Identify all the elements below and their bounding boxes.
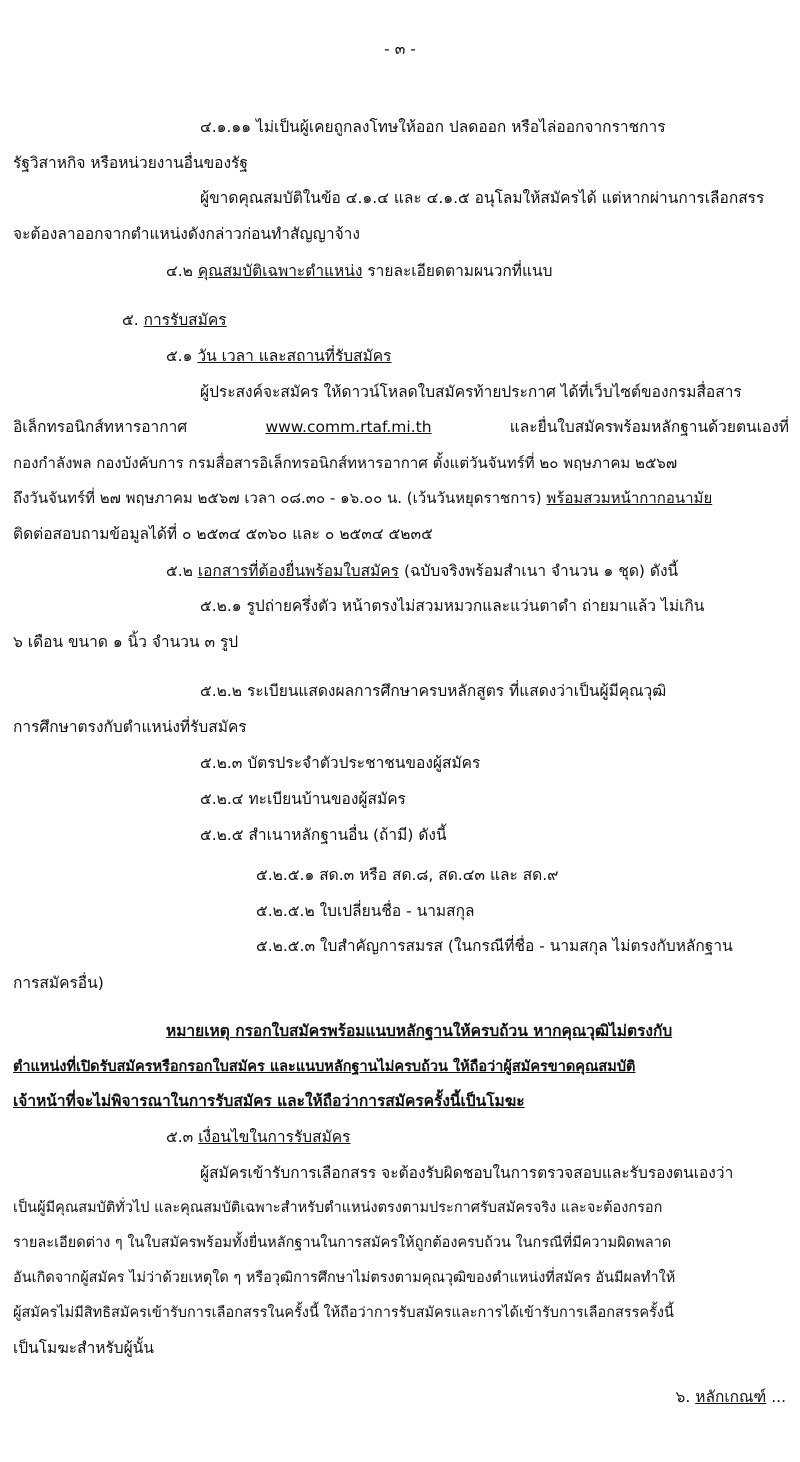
clause-5-3-number: ๕.๓ (166, 1128, 194, 1146)
clause-5-1-line1: ผู้ประสงค์จะสมัคร ให้ดาวน์โหลดใบสมัครท้ายประกาศ ได้ที่เว็บไซต์ของกรมสื่อสาร (200, 383, 742, 401)
clause-5-3-title: เงื่อนไขในการรับสมัคร (198, 1128, 351, 1146)
clause-4-1-11-line2: รัฐวิสาหกิจ หรือหน่วยงานอื่นของรัฐ (13, 154, 248, 172)
item-5-2-5: ๕.๒.๕ สำเนาหลักฐานอื่น (ถ้ามี) ดังนี้ (200, 826, 447, 844)
clause-4-1-11-line1: ๔.๑.๑๑ ไม่เป็นผู้เคยถูกลงโทษให้ออก ปลดออก หรือไล่ออกจากราชการ (200, 118, 666, 136)
note-line1 (166, 1020, 672, 1042)
clause-5-1-line2-end: และยื่นใบสมัครพร้อมหลักฐานด้วยตนเองที่ (509, 418, 789, 436)
clause-5-3-line3: รายละเอียดต่าง ๆ ในใบสมัครพร้อมทั้งยื่นหลักฐานในการสมัครให้ถูกต้องครบถ้วน ในกรณีที่มีความผิดพลาด (13, 1235, 672, 1251)
continuation-dots: ... (771, 1388, 786, 1406)
clause-5-2-number: ๕.๒ (166, 562, 193, 580)
clause-5-1-number: ๕.๑ (166, 347, 193, 365)
clause-5-3-line2: เป็นผู้มีคุณสมบัติทั่วไป และคุณสมบัติเฉพาะสำหรับตำแหน่งตรงตามประกาศรับสมัครจริง และจะต้องกรอก (13, 1200, 663, 1216)
clause-5-1-line4-start: ถึงวันจันทร์ที่ ๒๗ พฤษภาคม ๒๕๖๗ เวลา ๐๘.๓๐ - ๑๖.๐๐ น. (เว้นวันหยุดราชการ) (13, 489, 542, 507)
clause-5-2-heading (166, 560, 678, 582)
note-line3: เจ้าหน้าที่จะไม่พิจารณาในการรับสมัคร และให้ถือว่าการสมัครครั้งนี้เป็นโมฆะ (13, 1092, 525, 1110)
clause-4-2-title: คุณสมบัติเฉพาะตำแหน่ง (197, 262, 363, 280)
note-line2: ตำแหน่งที่เปิดรับสมัครหรือกรอกใบสมัคร และแนบหลักฐานไม่ครบถ้วน ให้ถือว่าผู้สมัครขาดคุณสมบัติ (13, 1059, 636, 1075)
item-5-2-3: ๕.๒.๓ บัตรประจำตัวประชาชนของผู้สมัคร (200, 754, 481, 772)
clause-5-2-text: (ฉบับจริงพร้อมสำเนา จำนวน ๑ ชุด) ดังนี้ (403, 562, 679, 580)
clause-4-2-number: ๔.๒ (166, 262, 193, 280)
section-5-title: การรับสมัคร (143, 311, 227, 329)
clause-5-1-line2 (13, 416, 789, 438)
clause-5-3-line6: เป็นโมฆะสำหรับผู้นั้น (13, 1339, 154, 1357)
item-5-2-1-line2: ๖ เดือน ขนาด ๑ นิ้ว จำนวน ๓ รูป (13, 633, 239, 651)
clause-5-3-line5: ผู้สมัครไม่มีสิทธิสมัครเข้ารับการเลือกสรรในครั้งนี้ ให้ถือว่าการรับสมัครและการได้เข้ารับการเลือกสรรครั้งนี้ (13, 1305, 674, 1321)
clause-5-2-title: เอกสารที่ต้องยื่นพร้อมใบสมัคร (197, 562, 399, 580)
item-5-2-5-3-line1: ๕.๒.๕.๓ ใบสำคัญการสมรส (ในกรณีที่ชื่อ - นามสกุล ไม่ตรงกับหลักฐาน (256, 937, 733, 955)
mask-requirement: พร้อมสวมหน้ากากอนามัย (546, 489, 713, 507)
clause-5-1-line5: ติดต่อสอบถามข้อมูลได้ที่ ๐ ๒๕๓๔ ๕๓๖๐ และ ๐ ๒๕๓๔ ๕๒๓๕ (13, 525, 433, 543)
item-5-2-2-line2: การศึกษาตรงกับตำแหน่งที่รับสมัคร (13, 718, 247, 736)
section-5-number: ๕. (122, 311, 139, 329)
item-5-2-5-2: ๕.๒.๕.๒ ใบเปลี่ยนชื่อ - นามสกุล (256, 902, 475, 920)
item-5-2-4: ๕.๒.๔ ทะเบียนบ้านของผู้สมัคร (200, 790, 406, 808)
clause-5-1-line3: กองกำลังพล กองบังคับการ กรมสื่อสารอิเล็กทรอนิกส์ทหารอากาศ ตั้งแต่วันจันทร์ที่ ๒๐ พฤษภาคม ๒๕๖๗ (13, 454, 678, 472)
continuation-label: หลักเกณฑ์ (695, 1388, 767, 1406)
note-label: หมายเหตุ (166, 1022, 230, 1040)
item-5-2-2-line1: ๕.๒.๒ ระเบียนแสดงผลการศึกษาครบหลักสูตร ที่แสดงว่าเป็นผู้มีคุณวุฒิ (200, 682, 667, 700)
clause-5-1-title: วัน เวลา และสถานที่รับสมัคร (197, 347, 392, 365)
continuation-marker (676, 1386, 786, 1408)
clause-5-1-line2-start: อิเล็กทรอนิกส์ทหารอากาศ (13, 418, 188, 436)
clause-5-1-line4 (13, 487, 712, 509)
continuation-number: ๖. (675, 1388, 691, 1406)
clause-4-2 (166, 260, 552, 282)
clause-5-3-line4: อันเกิดจากผู้สมัคร ไม่ว่าด้วยเหตุใด ๆ หรือวุฒิการศึกษาไม่ตรงตามคุณวุฒิของตำแหน่งที่สมัคร อันมีผลทำให้ (13, 1270, 676, 1286)
item-5-2-5-3-line2: การสมัครอื่น) (13, 974, 104, 992)
clause-5-3-heading (166, 1126, 350, 1148)
page-number: - ๓ - (384, 40, 416, 58)
clause-4-2-text: รายละเอียดตามผนวกที่แนบ (367, 262, 553, 280)
item-5-2-5-1: ๕.๒.๕.๑ สด.๓ หรือ สด.๘, สด.๔๓ และ สด.๙ (256, 866, 559, 884)
exception-line1: ผู้ขาดคุณสมบัติในข้อ ๔.๑.๔ และ ๔.๑.๕ อนุโลมให้สมัครได้ แต่หากผ่านการเลือกสรร (200, 189, 765, 207)
website-link[interactable]: www.comm.rtaf.mi.th (265, 418, 432, 436)
exception-line2: จะต้องลาออกจากตำแหน่งดังกล่าวก่อนทำสัญญาจ้าง (13, 225, 360, 243)
section-5-heading (122, 309, 227, 331)
note-line1-text: กรอกใบสมัครพร้อมแนบหลักฐานให้ครบถ้วน หากคุณวุฒิไม่ตรงกับ (235, 1022, 673, 1040)
clause-5-1-heading (166, 345, 392, 367)
item-5-2-1-line1: ๕.๒.๑ รูปถ่ายครึ่งตัว หน้าตรงไม่สวมหมวกและแว่นตาดำ ถ่ายมาแล้ว ไม่เกิน (200, 597, 705, 615)
clause-5-3-line1: ผู้สมัครเข้ารับการเลือกสรร จะต้องรับผิดชอบในการตรวจสอบและรับรองตนเองว่า (200, 1164, 734, 1182)
